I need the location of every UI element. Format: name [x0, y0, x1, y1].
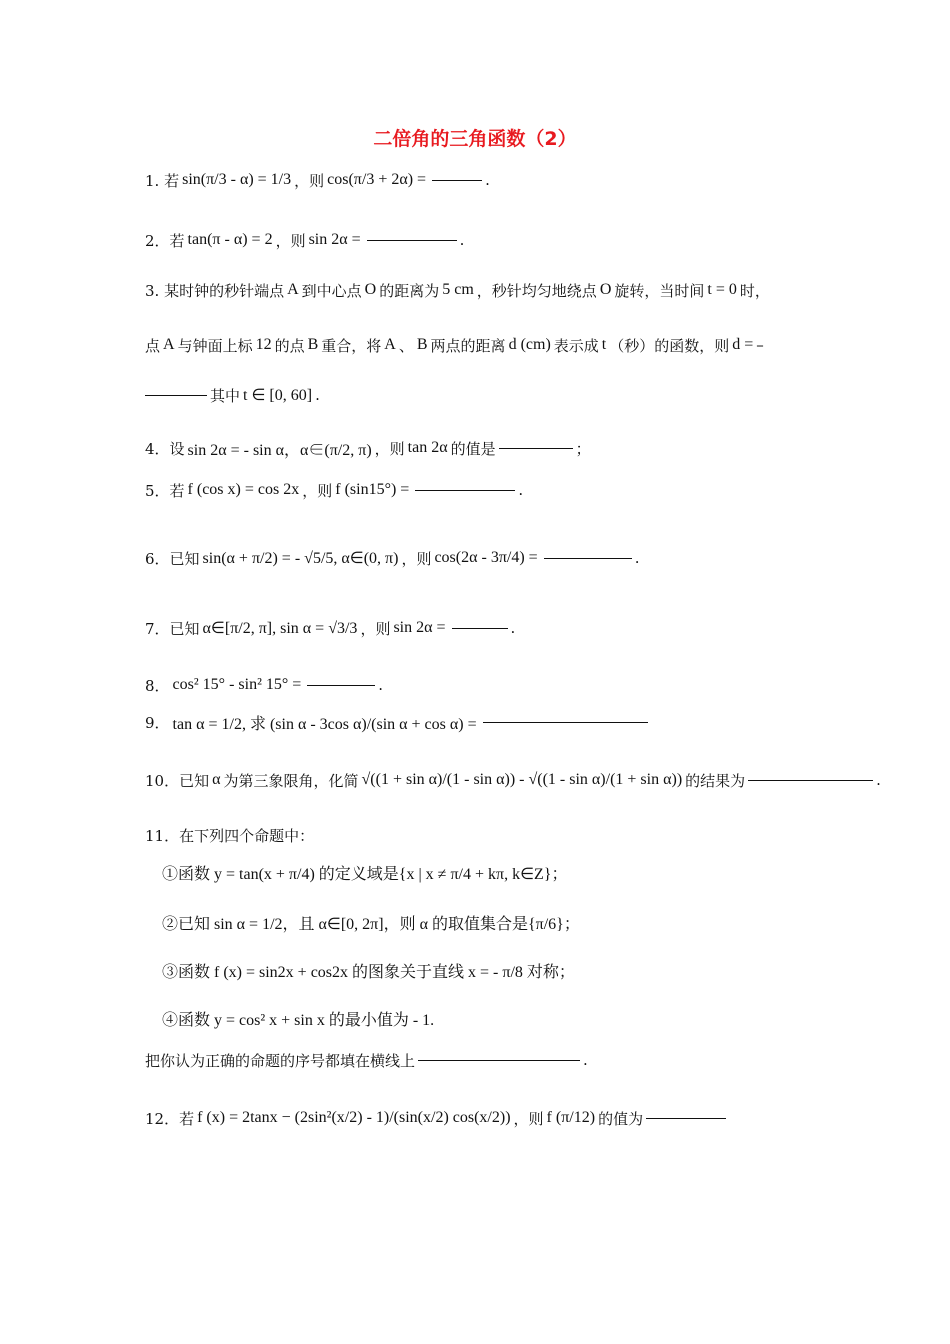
q3b-variable-t: t — [601, 336, 607, 353]
q7-formula-ask: sin 2α = — [393, 619, 446, 636]
q1-answer-blank[interactable] — [432, 179, 482, 181]
q6-answer-blank[interactable] — [544, 557, 632, 559]
q10-alpha: α — [212, 771, 221, 788]
q5-formula-given: f (cos x) = cos 2x — [187, 481, 300, 498]
q7-period: . — [510, 619, 516, 637]
q3b-point-b-2: B — [416, 336, 428, 353]
q10-period: . — [876, 771, 881, 789]
q12-value-text: 的值为 — [598, 1109, 644, 1128]
q3c-domain: t ∈ [0, 60] — [243, 387, 313, 404]
q10-formula: √((1 + sin α)/(1 - sin α)) - √((1 - sin α)/(1 + sin α)) — [361, 771, 683, 788]
q3b-distance: d (cm) — [508, 336, 551, 353]
question-11-stem — [145, 815, 314, 855]
q3b-text-6: 两点的距离 — [430, 336, 506, 355]
q9-prefix: 9． — [145, 713, 170, 732]
question-2 — [145, 220, 464, 260]
q12-connector: ，则 — [513, 1109, 544, 1128]
q2-answer-blank[interactable] — [367, 239, 457, 241]
q4-text: 的值是 — [450, 439, 496, 458]
question-6 — [145, 538, 639, 578]
question-4 — [145, 428, 591, 468]
q3-radius: 5 cm — [442, 281, 474, 298]
q11-proposition-3 — [159, 950, 578, 990]
q12-answer-blank[interactable] — [646, 1117, 726, 1119]
q7-prefix: 7．已知 — [145, 619, 200, 638]
q4-prefix: 4．设 — [145, 439, 185, 458]
q3-point-a: A — [287, 281, 299, 298]
q9-formula: tan α = 1/2, 求 (sin α - 3cos α)/(sin α + cos α) = — [172, 715, 477, 733]
q1-period: . — [485, 171, 490, 189]
q3b-number-12: 12 — [255, 336, 272, 353]
question-5 — [145, 470, 523, 510]
q12-prefix: 12．若 — [145, 1109, 195, 1128]
q3c-period: . — [315, 386, 320, 404]
q2-period: . — [459, 231, 465, 249]
q3-text-6: 时， — [739, 281, 770, 300]
q5-formula-ask: f (sin15°) = — [335, 481, 410, 498]
q3b-text-8: （秒）的函数，则 — [609, 336, 730, 355]
q3b-point-a-2: A — [384, 336, 396, 353]
q6-connector: ，则 — [401, 549, 432, 568]
q1-prefix: 1. 若 — [145, 171, 180, 190]
question-8 — [145, 665, 383, 705]
q7-formula-given: α∈[π/2, π], sin α = √3/3 — [202, 620, 358, 637]
q4-formula-ask: tan 2α — [407, 439, 448, 456]
q4-end: ； — [575, 439, 591, 458]
q11-answer-line — [145, 1040, 588, 1080]
q3b-text-4: 重合，将 — [321, 336, 382, 355]
q10-prefix: 10．已知 — [145, 771, 210, 790]
question-12 — [145, 1098, 729, 1138]
q10-result-text: 的结果为 — [685, 771, 746, 790]
q5-prefix: 5．若 — [145, 481, 185, 500]
q5-connector: ，则 — [302, 481, 333, 500]
q3-text-4: ，秒针均匀地绕点 — [476, 281, 597, 300]
q11-proposition-2 — [159, 902, 583, 942]
q8-prefix: 8． — [145, 676, 170, 695]
q11-proposition-1 — [159, 852, 570, 892]
q3-time-zero: t = 0 — [707, 281, 737, 298]
q12-formula-ask: f (π/12) — [546, 1109, 596, 1126]
q6-prefix: 6．已知 — [145, 549, 200, 568]
q11-item-3: ③函数 f (x) = sin2x + cos2x 的图象关于直线 x = - π/8 对称； — [162, 963, 575, 981]
q11-item-2: ②已知 sin α = 1/2，且 α∈[0, 2π]，则 α 的取值集合是{π/6}； — [162, 915, 580, 933]
q3c-text: 其中 — [210, 386, 241, 405]
q3-answer-blank[interactable] — [145, 394, 207, 396]
q8-answer-blank[interactable] — [307, 684, 375, 686]
question-3-line-1 — [145, 270, 770, 310]
q11-item-4: ④函数 y = cos² x + sin x 的最小值为 - 1. — [162, 1011, 435, 1029]
question-1 — [145, 160, 490, 200]
q5-answer-blank[interactable] — [415, 489, 515, 491]
q11-ask: 把你认为正确的命题的序号都填在横线上 — [145, 1051, 416, 1070]
q3b-distance-2: d = — [732, 336, 754, 353]
q11-proposition-4 — [159, 998, 437, 1038]
q3-text-3: 的距离为 — [379, 281, 440, 300]
question-3-line-3 — [145, 375, 320, 415]
q3-point-o: O — [364, 281, 377, 298]
q3-point-o-2: O — [599, 281, 612, 298]
page-title: 二倍角的三角函数（2） — [373, 128, 577, 150]
q11-item-1: ①函数 y = tan(x + π/4) 的定义域是{x | x ≠ π/4 + kπ, k∈Z}； — [162, 865, 568, 883]
question-3-line-2 — [145, 325, 764, 365]
q2-formula-ask: sin 2α = — [308, 231, 361, 248]
q11-prefix: 11．在下列四个命题中： — [145, 826, 315, 845]
q3-text-2: 到中心点 — [301, 281, 362, 300]
q3b-dash: – — [756, 336, 764, 354]
q3b-point-a: A — [163, 336, 175, 353]
q8-period: . — [378, 676, 384, 694]
q3b-point-b: B — [307, 336, 319, 353]
q11-answer-blank[interactable] — [418, 1059, 580, 1061]
q3b-text-2: 与钟面上标 — [177, 336, 253, 355]
q2-formula-given: tan(π - α) = 2 — [187, 231, 273, 248]
q2-connector: ，则 — [275, 231, 306, 250]
q3b-text-1: 点 — [145, 336, 161, 355]
q9-answer-blank[interactable] — [483, 721, 648, 723]
q3-text-5: 旋转，当时间 — [614, 281, 705, 300]
q6-formula-given: sin(α + π/2) = - √5/5, α∈(0, π) — [202, 550, 399, 567]
q10-answer-blank[interactable] — [748, 779, 873, 781]
q1-formula-given: sin(π/3 - α) = 1/3 — [182, 171, 292, 188]
q4-formula-given: sin 2α = - sin α，α∈(π/2, π) — [187, 441, 372, 459]
q3b-text-3: 的点 — [274, 336, 305, 355]
question-10 — [145, 760, 881, 800]
q8-formula: cos² 15° - sin² 15° = — [172, 676, 302, 693]
question-7 — [145, 608, 515, 648]
question-9 — [145, 702, 651, 742]
q3-text-1: 3. 某时钟的秒针端点 — [145, 281, 285, 300]
q6-formula-ask: cos(2α - 3π/4) = — [434, 549, 538, 566]
q1-connector: ，则 — [294, 171, 325, 190]
q3b-text-5: 、 — [398, 336, 414, 355]
q12-formula: f (x) = 2tanx − (2sin²(x/2) - 1)/(sin(x/2) cos(x/2)) — [197, 1109, 511, 1126]
q3b-text-7: 表示成 — [553, 336, 599, 355]
q10-text: 为第三象限角，化简 — [223, 771, 359, 790]
q7-connector: ，则 — [360, 619, 391, 638]
q1-formula-ask: cos(π/3 + 2α) = — [327, 171, 427, 188]
q6-period: . — [634, 549, 640, 567]
q7-answer-blank[interactable] — [452, 627, 508, 629]
q4-answer-blank[interactable] — [499, 447, 573, 449]
q11-period: . — [583, 1051, 588, 1069]
q5-period: . — [518, 481, 524, 499]
q4-connector: ，则 — [374, 439, 405, 458]
q2-prefix: 2．若 — [145, 231, 185, 250]
